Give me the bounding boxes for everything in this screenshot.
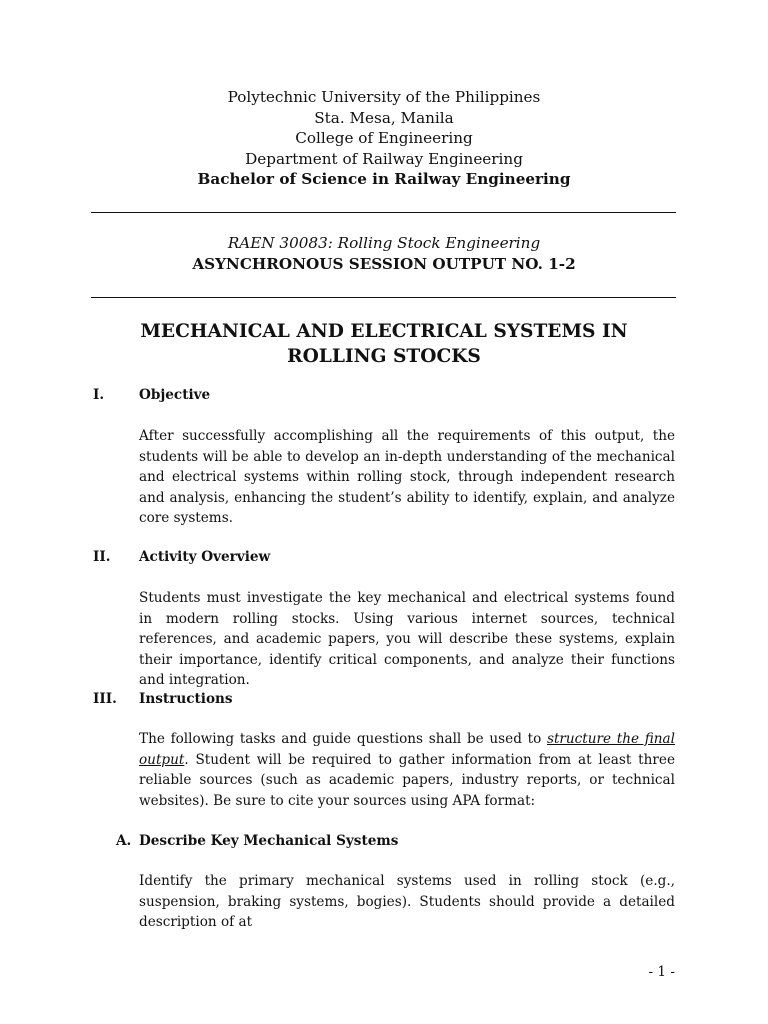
department-name: Department of Railway Engineering	[245, 149, 523, 168]
campus-location: Sta. Mesa, Manila	[314, 108, 454, 127]
output-label: ASYNCHRONOUS SESSION OUTPUT NO. 1-2	[192, 255, 576, 273]
title-line-1: MECHANICAL AND ELECTRICAL SYSTEMS IN	[140, 321, 628, 342]
section-number: I.	[93, 387, 105, 403]
instructions-text-after: . Student will be required to gather information from at least three reliable sources (such as academic papers, industry reports, or technical websites). Be sure to cite your sources using APA format:	[139, 751, 675, 809]
top-divider	[91, 212, 676, 213]
title-line-2: ROLLING STOCKS	[287, 346, 481, 367]
instructions-emphasis: structure the final output	[139, 731, 675, 768]
course-code: RAEN 30083: Rolling Stock Engineering	[227, 234, 541, 252]
instructions-paragraph	[139, 729, 675, 811]
section-label: Activity Overview	[139, 549, 271, 565]
university-name: Polytechnic University of the Philippines	[227, 88, 541, 106]
college-name: College of Engineering	[295, 129, 473, 148]
objective-paragraph: After successfully accomplishing all the requirements of this output, the students will be able to develop an in-depth understanding of the mechanical and electrical systems within rolling stock, through independent research and analysis, enhancing the student’s ability to identify, explain, and analyze core systems.	[139, 428, 675, 526]
section-label: Instructions	[139, 691, 233, 707]
section-label: Objective	[139, 387, 211, 403]
subsection-label: Describe Key Mechanical Systems	[139, 833, 399, 849]
overview-paragraph: Students must investigate the key mechanical and electrical systems found in modern rolling stocks. Using various internet sources, technical references, and academic papers, you will describe these systems, explain their importance, identify critical components, and analyze their functions and integration.	[139, 590, 675, 688]
bottom-divider	[91, 297, 676, 298]
page-number: - 1 -	[648, 964, 675, 980]
subsection-a-paragraph: Identify the primary mechanical systems used in rolling stock (e.g., suspension, braking systems, bogies). Students should provide a detailed description of at	[139, 873, 675, 930]
section-number: II.	[93, 549, 111, 565]
institution-header	[0, 87, 768, 190]
course-info	[0, 233, 768, 275]
instructions-text-before: The following tasks and guide questions shall be used to	[139, 731, 547, 747]
subsection-number: A.	[116, 833, 132, 849]
document-title	[0, 319, 768, 369]
program-name: Bachelor of Science in Railway Engineering	[197, 170, 571, 189]
section-number: III.	[93, 691, 117, 707]
